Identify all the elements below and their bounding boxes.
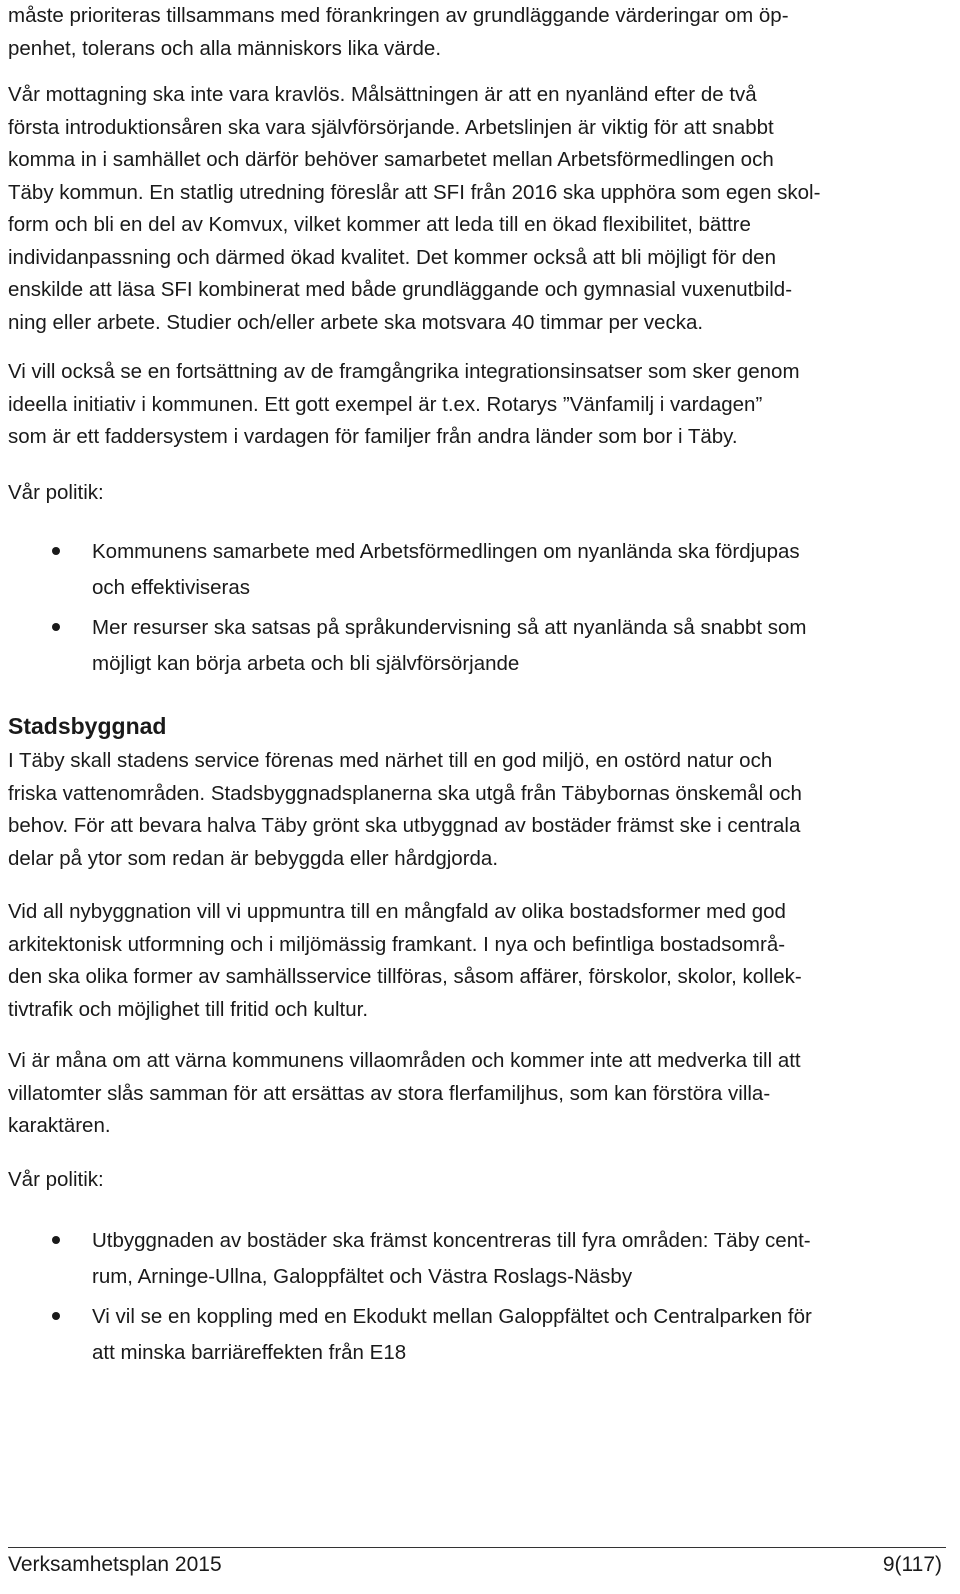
text-line: Kommunens samarbete med Arbetsförmedlingen om nyanlända ska fördjupas (92, 540, 800, 563)
text-line: Täby kommun. En statlig utredning föreslår att SFI från 2016 ska upphöra som egen skol- (8, 180, 821, 204)
text-line: ideella initiativ i kommunen. Ett gott exempel är t.ex. Rotarys ”Vänfamilj i vardagen” (8, 392, 763, 416)
footer-page-number: 9(117) (882, 1553, 942, 1576)
footer-divider (8, 1547, 946, 1548)
footer-document-title: Verksamhetsplan 2015 (8, 1553, 222, 1576)
text-line: enskilde att läsa SFI kombinerat med både grundläggande och gymnasial vuxenutbild- (8, 278, 793, 301)
policy-bullet-list (0, 1223, 960, 1371)
bullet-icon (52, 547, 60, 555)
politik-label: Vår politik: (8, 1168, 104, 1191)
text-line: form och bli en del av Komvux, vilket kommer att leda till en ökad flexibilitet, bättre (8, 213, 751, 236)
list-item (0, 1223, 960, 1295)
text-line: att minska barriäreffekten från E18 (92, 1341, 407, 1364)
list-item (0, 610, 960, 682)
policy-bullet-list (0, 534, 960, 682)
text-line: Utbyggnaden av bostäder ska främst koncentreras till fyra områden: Täby cent- (92, 1229, 811, 1252)
text-line: möjligt kan börja arbeta och bli självförsörjande (92, 652, 520, 675)
text-line: individanpassning och därmed ökad kvalitet. Det kommer också att bli möjligt för den (8, 245, 776, 269)
text-line: Mer resurser ska satsas på språkundervisning så att nyanlända så snabbt som (92, 616, 807, 639)
text-line: tivtrafik och möjlighet till fritid och kultur. (8, 997, 369, 1021)
paragraph-new-construction (8, 896, 953, 1026)
text-line: Vi är måna om att värna kommunens villaområden och kommer inte att medverka till att (8, 1049, 801, 1072)
list-item (0, 534, 960, 606)
text-line: karaktären. (8, 1114, 111, 1137)
bullet-icon (52, 623, 60, 631)
text-line: som är ett faddersystem i vardagen för familjer från andra länder som bor i Täby. (8, 425, 738, 448)
politik-label: Vår politik: (8, 481, 104, 504)
text-line: och effektiviseras (92, 576, 251, 599)
paragraph-reception (8, 79, 953, 339)
text-line: villatomter slås samman för att ersättas av stora flerfamiljhus, som kan förstöra villa- (8, 1081, 771, 1105)
list-item (0, 1299, 960, 1371)
text-line: delar på ytor som redan är bebyggda eller hårdgjorda. (8, 846, 499, 870)
text-line: Vid all nybyggnation vill vi uppmuntra till en mångfald av olika bostadsformer med god (8, 900, 786, 923)
text-line: friska vattenområden. Stadsbyggnadsplanerna ska utgå från Täbybornas önskemål och (8, 781, 802, 805)
paragraph-integration (8, 356, 953, 454)
text-line: första introduktionsåren ska vara självförsörjande. Arbetslinjen är viktig för att snabbt (8, 115, 774, 139)
text-line: Vår mottagning ska inte vara kravlös. Målsättningen är att en nyanländ efter de två (8, 83, 757, 106)
paragraph-values (8, 0, 953, 65)
text-line: rum, Arninge-Ullna, Galoppfältet och Västra Roslags-Näsby (92, 1265, 633, 1288)
text-line: måste prioriteras tillsammans med förankringen av grundläggande värderingar om öp- (8, 4, 789, 27)
text-line: Vi vil se en koppling med en Ekodukt mellan Galoppfältet och Centralparken för (92, 1305, 812, 1328)
text-line: behov. För att bevara halva Täby grönt ska utbyggnad av bostäder främst ske i centrala (8, 814, 801, 837)
text-line: Vi vill också se en fortsättning av de framgångrika integrationsinsatser som sker genom (8, 360, 800, 383)
text-line: ning eller arbete. Studier och/eller arbete ska motsvara 40 timmar per vecka. (8, 310, 704, 334)
text-line: komma in i samhället och därför behöver samarbetet mellan Arbetsförmedlingen och (8, 148, 774, 171)
text-line: den ska olika former av samhällsservice tillföras, såsom affärer, förskolor, skolor, kollek- (8, 965, 802, 988)
text-line: arkitektonisk utformning och i miljömässig framkant. I nya och befintliga bostadsområ- (8, 932, 786, 956)
bullet-icon (52, 1236, 60, 1244)
text-line: I Täby skall stadens service förenas med närhet till en god miljö, en ostörd natur och (8, 749, 773, 772)
paragraph-city-planning (8, 745, 953, 875)
bullet-icon (52, 1312, 60, 1320)
paragraph-villa-areas (8, 1045, 953, 1143)
section-heading: Stadsbyggnad (8, 713, 167, 739)
text-line: penhet, tolerans och alla människors lika värde. (8, 36, 442, 60)
